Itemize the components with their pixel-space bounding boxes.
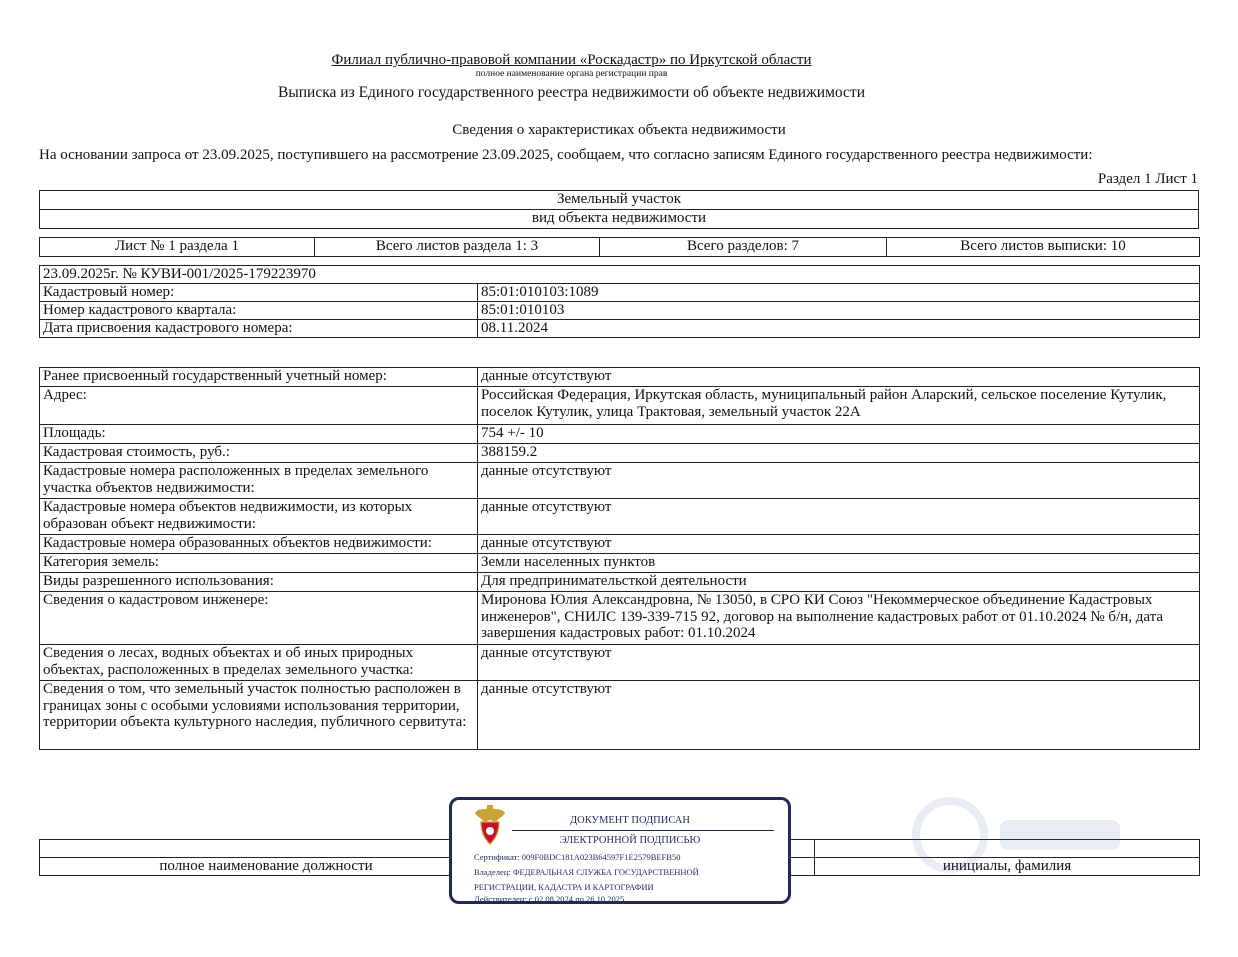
document-reference: 23.09.2025г. № КУВИ-001/2025-179223970 <box>40 266 1200 284</box>
row-label: Кадастровая стоимость, руб.: <box>40 444 478 463</box>
cadastral-cost-value: 388159.2 <box>478 444 1200 463</box>
org-subtitle: полное наименование органа регистрации прав <box>475 69 668 79</box>
position-caption: полное наименование должности <box>40 858 493 876</box>
table-row <box>40 592 1200 645</box>
stamp-signature-label: ЭЛЕКТРОННОЙ ПОДПИСЬЮ <box>559 835 701 846</box>
total-sections: Всего разделов: 7 <box>600 238 887 257</box>
row-label: Кадастровые номера расположенных в пределах земельного участка объектов недвижимости: <box>40 463 478 499</box>
table-row <box>40 499 1200 535</box>
table-row <box>40 387 1200 425</box>
sheet-number: Лист № 1 раздела 1 <box>40 238 315 257</box>
electronic-signature-stamp <box>449 797 791 904</box>
table-row <box>40 425 1200 444</box>
coat-of-arms-icon <box>472 804 508 846</box>
row-value: данные отсутствуют <box>478 681 1200 750</box>
row-label: Кадастровый номер: <box>40 284 478 302</box>
basis-text: На основании запроса от 23.09.2025, поступившего на рассмотрение 23.09.2025, сообщаем, что согласно записям Единого государственного реестра недвижимости: <box>39 147 1093 163</box>
row-label: Дата присвоения кадастрового номера: <box>40 320 478 338</box>
row-label: Сведения о кадастровом инженере: <box>40 592 478 645</box>
engineer-value: Миронова Юлия Александровна, № 13050, в СРО КИ Союз "Некоммерческое объединение Кадастровых инженеров", СНИЛС 139-339-715 92, договор на выполнение кадастровых работ от 01.10.2024 № б/н, дата завершения кадастровых работ: 01.10.2024 <box>478 592 1200 645</box>
row-label: Ранее присвоенный государственный учетный номер: <box>40 368 478 387</box>
table-row <box>40 463 1200 499</box>
object-type-table <box>39 190 1199 229</box>
object-type-caption: вид объекта недвижимости <box>40 210 1199 229</box>
row-label: Адрес: <box>40 387 478 425</box>
stamp-certificate: Сертификат: 009F0BDC181A023B64597F1E2579BEFB50 <box>474 852 681 862</box>
section-sheet: Раздел 1 Лист 1 <box>1097 171 1198 187</box>
total-sheets-section: Всего листов раздела 1: 3 <box>315 238 600 257</box>
table-row <box>40 573 1200 592</box>
table-row <box>40 368 1200 387</box>
table-row <box>40 284 1200 302</box>
row-label: Площадь: <box>40 425 478 444</box>
area-value: 754 +/- 10 <box>478 425 1200 444</box>
identifiers-table <box>39 265 1200 338</box>
table-row <box>40 681 1200 750</box>
stamp-signed-label: ДОКУМЕНТ ПОДПИСАН <box>570 815 690 826</box>
assignment-date: 08.11.2024 <box>478 320 1200 338</box>
table-row <box>40 535 1200 554</box>
row-value: данные отсутствуют <box>478 535 1200 554</box>
cadastral-quarter: 85:01:010103 <box>478 302 1200 320</box>
row-label: Сведения о лесах, водных объектах и об иных природных объектах, расположенных в пределах земельного участка: <box>40 645 478 681</box>
name-caption: инициалы, фамилия <box>815 858 1200 876</box>
section-title: Сведения о характеристиках объекта недвижимости <box>452 122 786 138</box>
details-table <box>39 367 1200 750</box>
watermark-icon <box>905 790 1135 880</box>
row-value: данные отсутствуют <box>478 463 1200 499</box>
row-label: Сведения о том, что земельный участок полностью расположен в границах зоны с особыми условиями использования территории, территории объекта культурного наследия, публичного сервитута: <box>40 681 478 750</box>
stamp-owner-line2: РЕГИСТРАЦИИ, КАДАСТРА И КАРТОГРАФИИ <box>474 882 654 892</box>
row-label: Номер кадастрового квартала: <box>40 302 478 320</box>
total-sheets-extract: Всего листов выписки: 10 <box>887 238 1200 257</box>
org-name: Филиал публично-правовой компании «Роскадастр» по Иркутской области <box>331 52 812 68</box>
extract-title: Выписка из Единого государственного реестра недвижимости об объекте недвижимости <box>278 84 865 101</box>
row-value: данные отсутствуют <box>478 499 1200 535</box>
table-row <box>40 444 1200 463</box>
cadastral-number: 85:01:010103:1089 <box>478 284 1200 302</box>
table-row <box>40 320 1200 338</box>
table-row <box>40 302 1200 320</box>
object-type: Земельный участок <box>40 191 1199 210</box>
position-cell <box>40 840 493 858</box>
land-category-value: Земли населенных пунктов <box>478 554 1200 573</box>
address-value: Российская Федерация, Иркутская область, муниципальный район Аларский, сельское поселение Кутулик, поселок Кутулик, улица Трактовая, земельный участок 22А <box>478 387 1200 425</box>
table-row <box>40 554 1200 573</box>
row-label: Виды разрешенного использования: <box>40 573 478 592</box>
sheets-table <box>39 237 1200 257</box>
row-label: Кадастровые номера объектов недвижимости, из которых образован объект недвижимости: <box>40 499 478 535</box>
row-label: Кадастровые номера образованных объектов недвижимости: <box>40 535 478 554</box>
table-row <box>40 645 1200 681</box>
stamp-validity: Действителен: с 02.08.2024 по 26.10.2025 <box>474 894 625 904</box>
row-value: данные отсутствуют <box>478 368 1200 387</box>
row-value: данные отсутствуют <box>478 645 1200 681</box>
stamp-owner-line1: Владелец: ФЕДЕРАЛЬНАЯ СЛУЖБА ГОСУДАРСТВЕННОЙ <box>474 867 699 877</box>
row-label: Категория земель: <box>40 554 478 573</box>
permitted-use-value: Для предпринимательсткой деятельности <box>478 573 1200 592</box>
